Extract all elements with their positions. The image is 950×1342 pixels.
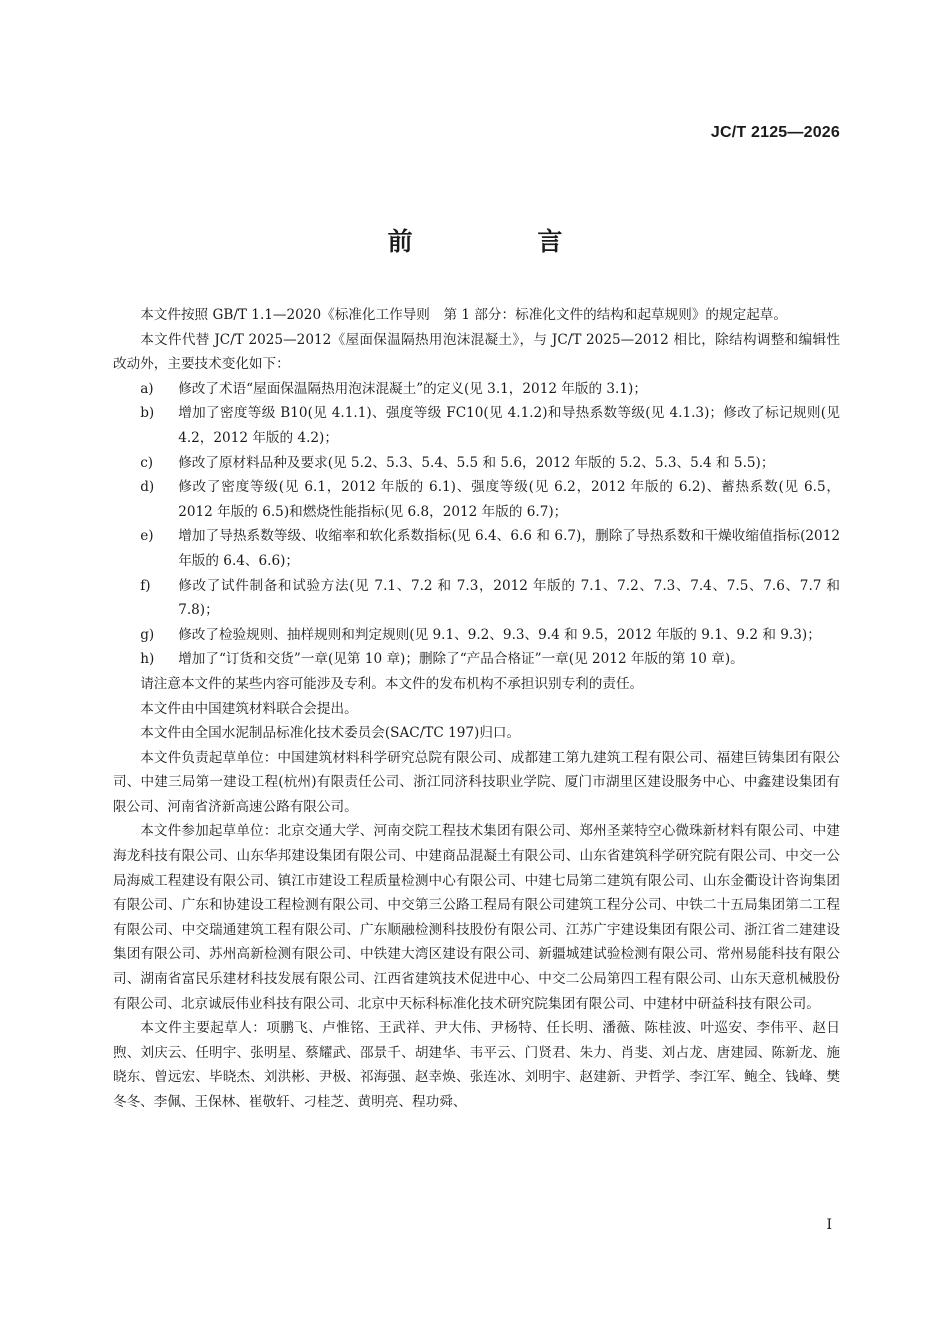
change-item-d: [113, 475, 840, 524]
paragraph-proposer: 本文件由中国建筑材料联合会提出。: [140, 700, 358, 717]
change-item-marker: b): [140, 405, 155, 422]
document-code: JC/T 2125—2026: [710, 124, 840, 141]
change-item-text: 修改了试件制备和试验方法(见 7.1、7.2 和 7.3，2012 年版的 7.1、7.2、7.3、7.4、7.5、7.6、7.7 和 7.8)；: [178, 577, 840, 619]
change-item-text: 增加了“订货和交货”一章(见第 10 章)；删除了“产品合格证”一章(见 2012 年版的第 10 章)。: [178, 651, 744, 668]
page-number: I: [826, 1217, 832, 1233]
change-item-text: 修改了原材料品种及要求(见 5.2、5.3、5.4、5.5 和 5.6，2012 年版的 5.2、5.3、5.4 和 5.5)；: [178, 454, 775, 471]
paragraph-main-drafters: 本文件主要起草人：项鹏飞、卢惟铭、王武祥、尹大伟、尹杨特、任长明、潘薇、陈桂波、叶巡安、李伟平、赵日煦、刘庆云、任明宇、张明星、蔡耀武、邵景千、胡建华、韦平云、门贤君、朱力、肖斐、刘占龙、唐建园、陈新龙、施晓东、曾远宏、毕晓杰、刘洪彬、尹极、祁海强、赵幸焕、张连冰、刘明宇、赵建新、尹哲学、李江军、鲍全、钱峰、樊冬冬、李佩、王保林、崔敬轩、刁桂芝、黄明亮、程功舜、: [113, 1020, 840, 1110]
change-item-text: 增加了导热系数等级、收缩率和软化系数指标(见 6.4、6.6 和 6.7)，删除了导热系数和干燥收缩值指标(2012 年版的 6.4、6.6)；: [178, 528, 840, 569]
change-item-marker: h): [140, 651, 155, 668]
paragraph-drafting-rules: 本文件按照 GB/T 1.1—2020《标准化工作导则 第 1 部分：标准化文件的结构和起草规则》的规定起草。: [140, 307, 787, 323]
paragraph-patent-notice: 请注意本文件的某些内容可能涉及专利。本文件的发布机构不承担识别专利的责任。: [140, 675, 644, 692]
change-item-g: [113, 623, 840, 648]
change-item-h: [113, 647, 840, 672]
foreword-body: [113, 303, 840, 1115]
change-item-a: [113, 377, 840, 402]
change-item-text: 增加了密度等级 B10(见 4.1.1)、强度等级 FC10(见 4.1.2)和导热系数等级(见 4.1.3)；修改了标记规则(见 4.2，2012 年版的 4.2)；: [178, 405, 840, 446]
change-item-f: [113, 574, 840, 623]
page-title: 前 言: [387, 227, 621, 256]
change-item-c: [113, 451, 840, 476]
change-item-marker: e): [140, 528, 154, 545]
paragraph-lead-drafting-units: 本文件负责起草单位：中国建筑材料科学研究总院有限公司、成都建工第九建筑工程有限公司、福建巨铸集团有限公司、中建三局第一建设工程(杭州)有限责任公司、浙江同济科技职业学院、厦门市湖里区建设服务中心、中鑫建设集团有限公司、河南省济新高速公路有限公司。: [113, 749, 840, 815]
change-item-marker: c): [140, 454, 154, 471]
paragraph-replacement: 本文件代替 JC/T 2025—2012《屋面保温隔热用泡沫混凝土》，与 JC/T 2025—2012 相比，除结构调整和编辑性改动外，主要技术变化如下：: [113, 331, 840, 373]
change-item-text: 修改了密度等级(见 6.1，2012 年版的 6.1)、强度等级(见 6.2，2012 年版的 6.2)、蓄热系数(见 6.5，2012 年版的 6.5)和燃烧性能指标(见 6.8，2012 年版的 6.7)；: [178, 479, 840, 520]
change-item-text: 修改了检验规则、抽样规则和判定规则(见 9.1、9.2、9.3、9.4 和 9.5，2012 年版的 9.1、9.2 和 9.3)；: [178, 626, 821, 643]
change-item-marker: d): [140, 479, 155, 496]
paragraph-participating-units: 本文件参加起草单位：北京交通大学、河南交院工程技术集团有限公司、郑州圣莱特空心微珠新材料有限公司、中建海龙科技有限公司、山东华邦建设集团有限公司、中建商品混凝土有限公司、山东省建筑科学研究院有限公司、中交一公局海威工程建设有限公司、镇江市建设工程质量检测中心有限公司、中建七局第二建筑有限公司、山东金衢设计咨询集团有限公司、广东和协建设工程检测有限公司、中交第三公路工程局有限公司建筑工程分公司、中铁二十五局集团第二工程有限公司、中交瑞通建筑工程有限公司、广东顺融检测科技股份有限公司、江苏广宇建设集团有限公司、浙江省二建建设集团有限公司、苏州高新检测有限公司、中铁建大湾区建设有限公司、新疆城建试验检测有限公司、常州易能科技有限公司、湖南省富民乐建材科技发展有限公司、江西省建筑技术促进中心、中交二公局第四工程有限公司、山东天意机械股份有限公司、北京诚辰伟业科技有限公司、北京中天标科标准化技术研究院集团有限公司、中建材中研益科技有限公司。: [113, 823, 840, 1012]
change-item-text: 修改了术语“屋面保温隔热用泡沫混凝土”的定义(见 3.1，2012 年版的 3.1)；: [178, 380, 647, 397]
change-item-marker: f): [140, 577, 151, 594]
paragraph-technical-committee: 本文件由全国水泥制品标准化技术委员会(SAC/TC 197)归口。: [140, 725, 521, 742]
change-item-marker: a): [140, 380, 154, 397]
change-item-marker: g): [140, 626, 155, 643]
change-item-b: [113, 401, 840, 450]
change-item-e: [113, 524, 840, 573]
